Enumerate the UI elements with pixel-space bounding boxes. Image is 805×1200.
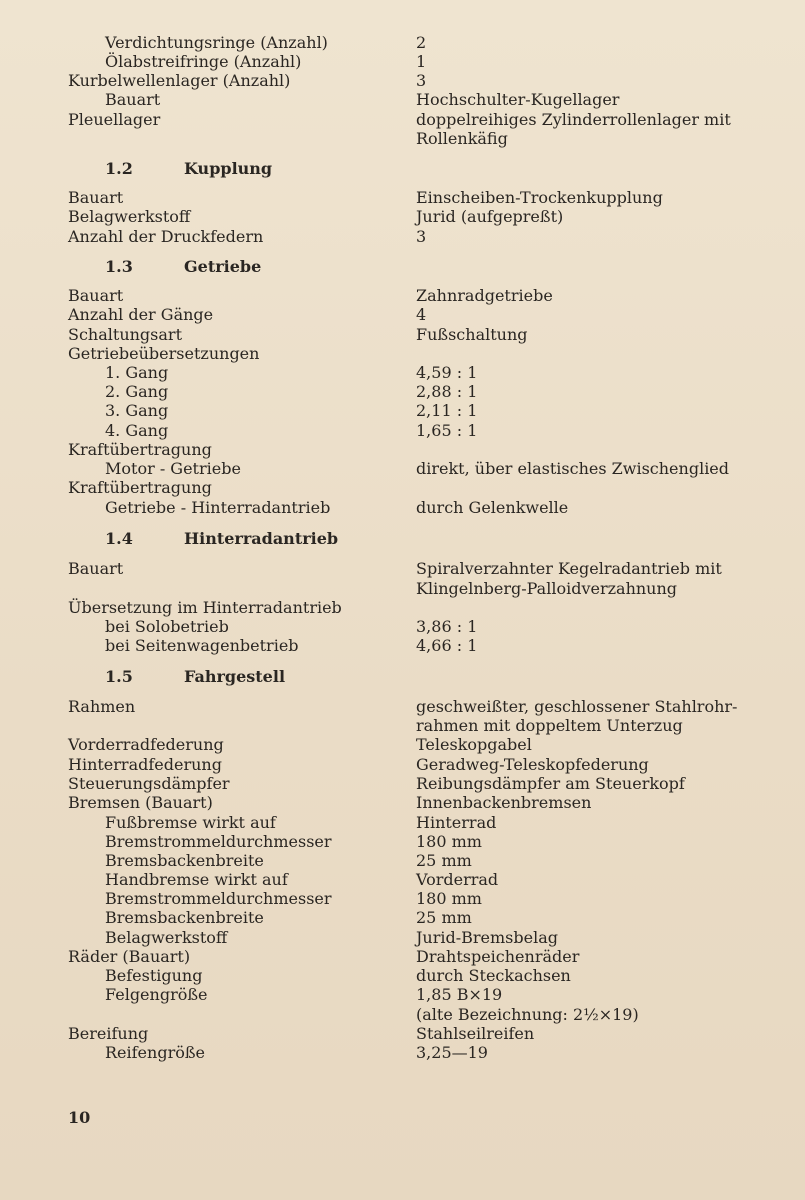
- spec-value: 2,88 : 1: [416, 382, 478, 401]
- spec-value: 4,66 : 1: [416, 636, 478, 655]
- section-number: 1.2: [105, 159, 133, 178]
- spec-row: [0, 774, 805, 794]
- spec-value: 25 mm: [416, 908, 472, 927]
- spec-value: 4: [416, 305, 427, 324]
- spec-value: durch Steckachsen: [416, 966, 571, 985]
- spec-value: 1: [416, 52, 427, 71]
- spec-value: 180 mm: [416, 832, 482, 851]
- spec-label: Motor - Getriebe: [105, 459, 241, 478]
- spec-value: 3,86 : 1: [416, 617, 478, 636]
- spec-label: Kurbelwellenlager (Anzahl): [68, 71, 291, 90]
- spec-value: Jurid-Bremsbelag: [416, 928, 558, 947]
- spec-label: Schaltungsart: [68, 325, 182, 344]
- spec-label: Bremsen (Bauart): [68, 793, 213, 812]
- spec-label: bei Solobetrieb: [105, 617, 229, 636]
- spec-label: Vorderradfederung: [68, 735, 224, 754]
- spec-value: Einscheiben-Trockenkupplung: [416, 188, 663, 207]
- spec-label: 1. Gang: [105, 363, 169, 382]
- spec-row: [0, 110, 805, 130]
- spec-row: [0, 793, 805, 813]
- spec-label: Belagwerkstoff: [105, 928, 228, 947]
- spec-label: Bereifung: [68, 1024, 149, 1043]
- spec-row: [0, 832, 805, 852]
- spec-row: [0, 344, 805, 364]
- spec-value: 2,11 : 1: [416, 401, 478, 420]
- spec-value: Rollenkäfig: [416, 129, 508, 148]
- spec-value: 180 mm: [416, 889, 482, 908]
- spec-label: Getriebeübersetzungen: [68, 344, 260, 363]
- spec-value: Geradweg-Teleskopfederung: [416, 755, 649, 774]
- spec-row: [0, 305, 805, 325]
- spec-row: [0, 1043, 805, 1063]
- spec-value: Innenbackenbremsen: [416, 793, 592, 812]
- spec-label: Steuerungsdämpfer: [68, 774, 230, 793]
- spec-row: [0, 617, 805, 637]
- spec-row: [0, 227, 805, 247]
- spec-row: [0, 598, 805, 618]
- section-title: Getriebe: [184, 257, 262, 276]
- spec-value: Klingelnberg-Palloidverzahnung: [416, 579, 678, 598]
- spec-row: [0, 459, 805, 479]
- spec-row: [0, 52, 805, 72]
- spec-value: Spiralverzahnter Kegelradantrieb mit: [416, 559, 722, 578]
- section-number: 1.5: [105, 667, 133, 686]
- spec-value: Teleskopgabel: [416, 735, 532, 754]
- spec-value: Drahtspeichenräder: [416, 947, 580, 966]
- spec-row: [0, 1024, 805, 1044]
- spec-label: Reifengröße: [105, 1043, 206, 1062]
- spec-row: [0, 559, 805, 579]
- spec-row: [0, 478, 805, 498]
- spec-value: 1,65 : 1: [416, 421, 478, 440]
- spec-value: doppelreihiges Zylinderrollenlager mit: [416, 110, 731, 129]
- spec-row: [0, 421, 805, 441]
- spec-value: 3: [416, 227, 427, 246]
- spec-label: Handbremse wirkt auf: [105, 870, 288, 889]
- spec-label: Befestigung: [105, 966, 203, 985]
- spec-label: 4. Gang: [105, 421, 169, 440]
- spec-label: Fußbremse wirkt auf: [105, 813, 276, 832]
- spec-label: Pleuellager: [68, 110, 161, 129]
- spec-row: [0, 33, 805, 53]
- section-title: Hinterradantrieb: [184, 529, 339, 548]
- section-title: Fahrgestell: [184, 667, 286, 686]
- section-number: 1.3: [105, 257, 133, 276]
- section-heading: [0, 159, 805, 179]
- spec-row: [0, 579, 805, 599]
- spec-label: Anzahl der Druckfedern: [68, 227, 264, 246]
- spec-row: [0, 440, 805, 460]
- section-title: Kupplung: [184, 159, 273, 178]
- spec-row: [0, 889, 805, 909]
- spec-value: Stahlseilreifen: [416, 1024, 535, 1043]
- spec-row: [0, 813, 805, 833]
- spec-value: durch Gelenkwelle: [416, 498, 569, 517]
- spec-row: [0, 716, 805, 736]
- spec-value: Zahnradgetriebe: [416, 286, 553, 305]
- spec-label: Bremsbackenbreite: [105, 851, 264, 870]
- spec-value: 1,85 B×19: [416, 985, 503, 1004]
- spec-row: [0, 129, 805, 149]
- spec-row: [0, 636, 805, 656]
- spec-label: Bremstrommeldurchmesser: [105, 889, 332, 908]
- spec-row: [0, 851, 805, 871]
- spec-label: Bremsbackenbreite: [105, 908, 264, 927]
- spec-value: 2: [416, 33, 427, 52]
- spec-row: [0, 188, 805, 208]
- spec-label: Felgengröße: [105, 985, 208, 1004]
- spec-row: [0, 363, 805, 383]
- spec-row: [0, 947, 805, 967]
- spec-row: [0, 928, 805, 948]
- page-number: 10: [68, 1108, 91, 1127]
- spec-row: [0, 382, 805, 402]
- spec-row: [0, 755, 805, 775]
- section-heading: [0, 257, 805, 277]
- spec-value: Hinterrad: [416, 813, 497, 832]
- spec-row: [0, 1005, 805, 1025]
- spec-row: [0, 401, 805, 421]
- spec-row: [0, 90, 805, 110]
- spec-value: Fußschaltung: [416, 325, 528, 344]
- section-heading: [0, 667, 805, 687]
- spec-row: [0, 286, 805, 306]
- spec-label: Übersetzung im Hinterradantrieb: [68, 598, 342, 617]
- spec-row: [0, 207, 805, 227]
- section-number: 1.4: [105, 529, 133, 548]
- spec-value: 3,25—19: [416, 1043, 488, 1062]
- spec-value: Hochschulter-Kugellager: [416, 90, 620, 109]
- spec-value: 3: [416, 71, 427, 90]
- spec-row: [0, 325, 805, 345]
- spec-label: Anzahl der Gänge: [68, 305, 214, 324]
- spec-label: 3. Gang: [105, 401, 169, 420]
- spec-label: Bremstrommeldurchmesser: [105, 832, 332, 851]
- spec-value: Jurid (aufgepreßt): [416, 207, 564, 226]
- spec-value: geschweißter, geschlossener Stahlrohr-: [416, 697, 738, 716]
- spec-label: Kraftübertragung: [68, 478, 212, 497]
- spec-row: [0, 870, 805, 890]
- spec-row: [0, 498, 805, 518]
- spec-label: Bauart: [68, 559, 124, 578]
- spec-label: Bauart: [68, 286, 124, 305]
- spec-label: Verdichtungsringe (Anzahl): [105, 33, 328, 52]
- spec-label: Rahmen: [68, 697, 136, 716]
- spec-label: Hinterradfederung: [68, 755, 222, 774]
- spec-value: Reibungsdämpfer am Steuerkopf: [416, 774, 685, 793]
- spec-row: [0, 985, 805, 1005]
- spec-value: 25 mm: [416, 851, 472, 870]
- spec-label: Kraftübertragung: [68, 440, 212, 459]
- spec-label: 2. Gang: [105, 382, 169, 401]
- spec-label: Bauart: [68, 188, 124, 207]
- spec-value: Vorderrad: [416, 870, 499, 889]
- spec-label: Ölabstreifringe (Anzahl): [105, 52, 302, 71]
- spec-label: bei Seitenwagenbetrieb: [105, 636, 299, 655]
- spec-label: Räder (Bauart): [68, 947, 191, 966]
- spec-value: direkt, über elastisches Zwischenglied: [416, 459, 730, 478]
- spec-value: 4,59 : 1: [416, 363, 478, 382]
- spec-row: [0, 71, 805, 91]
- spec-row: [0, 966, 805, 986]
- section-heading: [0, 529, 805, 549]
- spec-label: Belagwerkstoff: [68, 207, 191, 226]
- spec-row: [0, 735, 805, 755]
- spec-value: (alte Bezeichnung: 2½×19): [416, 1005, 639, 1024]
- spec-row: [0, 697, 805, 717]
- spec-label: Bauart: [105, 90, 161, 109]
- spec-value: rahmen mit doppeltem Unterzug: [416, 716, 683, 735]
- spec-row: [0, 908, 805, 928]
- spec-label: Getriebe - Hinterradantrieb: [105, 498, 331, 517]
